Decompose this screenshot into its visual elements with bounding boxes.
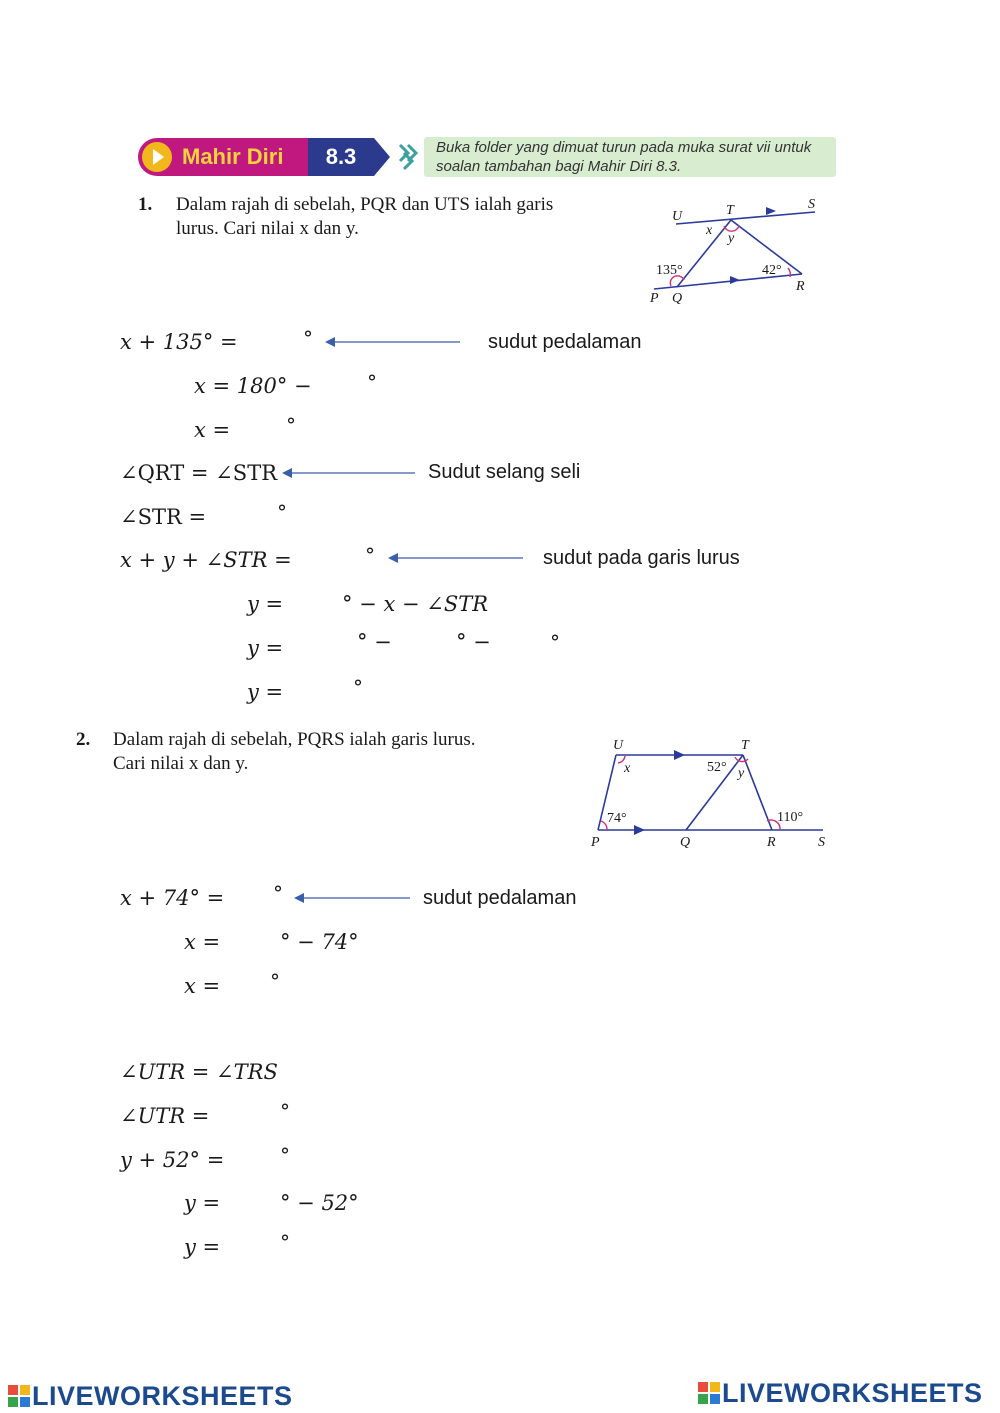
q2-step-6-lhs: y + 52° =	[120, 1148, 225, 1172]
q2-step-5	[120, 1104, 209, 1128]
diagram-label-S: S	[808, 197, 815, 212]
q2-step-4-lhs: ∠UTR = ∠TRS	[120, 1060, 278, 1084]
q1-step-7-lhs: y =	[247, 592, 284, 616]
q1-step-9	[247, 680, 283, 704]
diagram-label-U: U	[613, 738, 624, 753]
q1-step-5-degree: °	[277, 500, 287, 524]
q1-step-2	[194, 374, 312, 398]
liveworksheets-icon	[8, 1385, 30, 1407]
question-1-line-1: Dalam rajah di sebelah, PQR dan UTS ialah garis	[176, 194, 554, 215]
q1-answer-10[interactable]	[292, 680, 354, 706]
q2-step-5-degree: °	[280, 1099, 290, 1123]
diagram-label-x: x	[706, 223, 713, 238]
diagram-label-P: P	[650, 291, 659, 306]
q2-step-3	[184, 974, 220, 998]
q2-step-8	[184, 1235, 220, 1259]
arrowhead-top	[766, 207, 776, 215]
q1-step-7	[247, 592, 283, 616]
q1-step-8-part-1: ° −	[357, 630, 392, 654]
diagram-label-110: 110°	[777, 810, 804, 825]
q2-step-6-degree: °	[280, 1143, 290, 1167]
q1-answer-7[interactable]	[294, 636, 358, 662]
q2-step-2	[184, 930, 220, 954]
diagram-label-R: R	[767, 835, 776, 850]
q2-step-6	[120, 1148, 224, 1172]
q2-answer-6[interactable]	[226, 1191, 282, 1217]
info-line-1: Buka folder yang dimuat turun pada muka surat vii untuk	[436, 139, 812, 156]
q1-note-sudut-selang-seli: Sudut selang seli	[428, 461, 581, 483]
q1-step-1-degree: °	[303, 326, 313, 350]
q2-answer-3[interactable]	[226, 974, 274, 1000]
q1-step-2-degree: °	[367, 370, 377, 394]
question-1-number: 1.	[138, 194, 153, 215]
question-1-text	[176, 193, 553, 241]
question-2-line-1: Dalam rajah di sebelah, PQRS ialah garis lurus.	[113, 729, 476, 750]
q2-step-1-lhs: x + 74° =	[120, 886, 225, 910]
q2-answer-5[interactable]	[228, 1148, 282, 1174]
q1-note-sudut-pada-garis-lurus: sudut pada garis lurus	[543, 547, 740, 569]
question-2-diagram	[585, 733, 835, 853]
diagram-label-52: 52°	[707, 760, 727, 775]
q1-answer-5[interactable]	[292, 548, 366, 574]
diagram-label-T: T	[726, 203, 734, 218]
q1-step-8-part-2: ° −	[456, 630, 491, 654]
q1-step-8-part-3: °	[550, 630, 560, 654]
logo-left-text: LIVEWORKSHEETS	[32, 1381, 293, 1411]
q2-step-5-lhs: ∠UTR =	[120, 1104, 210, 1128]
diagram-label-x: x	[624, 761, 631, 776]
q1-step-3-lhs: x =	[194, 418, 231, 442]
q1-step-9-lhs: y =	[247, 680, 284, 704]
q1-arrow-3	[388, 551, 528, 565]
diagram-label-135: 135°	[656, 263, 683, 278]
q2-step-2-lhs: x =	[184, 930, 221, 954]
q1-note-sudut-pedalaman: sudut pedalaman	[488, 331, 642, 353]
q1-step-2-lhs: x = 180° −	[194, 374, 312, 398]
mahir-diri-banner	[138, 138, 390, 176]
arrowhead-bottom	[730, 276, 740, 284]
q1-arrow-1	[325, 335, 465, 349]
line-UTS	[676, 212, 815, 224]
q2-step-2-rest: ° − 74°	[280, 930, 359, 954]
q1-step-1-lhs: x + 135° =	[120, 330, 238, 354]
q1-step-3-degree: °	[286, 413, 296, 437]
q1-arrow-2	[282, 466, 422, 480]
q1-step-7-rest: ° − x − ∠STR	[342, 592, 489, 616]
diagram-label-S: S	[818, 835, 825, 850]
question-1-diagram	[640, 192, 840, 310]
q2-step-7	[184, 1191, 220, 1215]
q2-step-1	[120, 886, 224, 910]
q2-note-sudut-pedalaman: sudut pedalaman	[423, 887, 577, 909]
diagram-label-U: U	[672, 209, 683, 224]
q1-answer-3[interactable]	[240, 418, 288, 444]
q2-arrow-1	[294, 891, 414, 905]
q1-answer-1[interactable]	[240, 330, 306, 356]
diagram-label-74: 74°	[607, 811, 627, 826]
banner-label: Mahir Diri	[182, 144, 284, 169]
diagram-label-T: T	[741, 738, 749, 753]
q2-answer-2[interactable]	[226, 930, 282, 956]
q1-answer-4[interactable]	[210, 505, 278, 531]
question-1-line-2: lurus. Cari nilai x dan y.	[176, 218, 359, 239]
q1-answer-2[interactable]	[318, 374, 370, 400]
diagram-label-R: R	[796, 279, 805, 294]
diagram-label-P: P	[591, 835, 600, 850]
play-icon	[142, 142, 172, 172]
q2-step-8-lhs: y =	[184, 1235, 221, 1259]
arrowhead-bottom	[634, 825, 645, 835]
q1-step-9-degree: °	[353, 675, 363, 699]
q1-step-6	[120, 548, 292, 572]
chevron-right-icon	[398, 143, 422, 171]
logo-right-text: LIVEWORKSHEETS	[722, 1378, 983, 1408]
q2-step-3-degree: °	[270, 969, 280, 993]
q1-step-3	[194, 418, 230, 442]
q1-step-1	[120, 330, 238, 354]
q1-step-5-lhs: ∠STR =	[120, 505, 207, 529]
diagram-label-y: y	[738, 766, 745, 781]
q1-answer-9[interactable]	[492, 636, 552, 662]
question-2-number: 2.	[76, 729, 91, 750]
diagram-label-y: y	[728, 231, 735, 246]
q2-step-7-rest: ° − 52°	[280, 1191, 359, 1215]
q1-step-4-lhs: ∠QRT = ∠STR	[120, 461, 278, 485]
q2-step-7-lhs: y =	[184, 1191, 221, 1215]
q1-step-6-degree: °	[365, 543, 375, 567]
diagram-label-Q: Q	[672, 291, 683, 306]
liveworksheets-icon	[698, 1382, 720, 1404]
banner-number: 8.3	[308, 138, 374, 176]
q2-answer-1[interactable]	[226, 886, 278, 912]
q2-step-3-lhs: x =	[184, 974, 221, 998]
q2-step-8-degree: °	[280, 1230, 290, 1254]
q2-answer-7[interactable]	[226, 1235, 282, 1261]
diagram-label-42: 42°	[762, 263, 782, 278]
q1-step-8	[247, 636, 283, 660]
q1-step-4	[120, 461, 277, 485]
q2-step-1-degree: °	[273, 881, 283, 905]
question-2-text	[113, 728, 476, 776]
info-text	[436, 138, 811, 176]
q1-step-5	[120, 505, 206, 529]
q1-step-6-lhs: x + y + ∠STR =	[120, 548, 292, 572]
q2-answer-4[interactable]	[214, 1104, 282, 1130]
diagram-label-Q: Q	[680, 835, 691, 850]
question-2-line-2: Cari nilai x dan y.	[113, 753, 249, 774]
liveworksheets-logo-right	[698, 1378, 983, 1409]
arrowhead-top	[674, 750, 685, 760]
q1-step-8-lhs: y =	[247, 636, 284, 660]
q1-answer-6[interactable]	[290, 592, 344, 618]
line-TR	[743, 755, 772, 830]
q1-answer-8[interactable]	[394, 636, 456, 662]
line-QT	[677, 220, 731, 287]
q2-step-4	[120, 1060, 278, 1084]
info-line-2: soalan tambahan bagi Mahir Diri 8.3.	[436, 158, 682, 175]
banner-arrow-tip	[374, 138, 390, 176]
liveworksheets-logo-left	[8, 1381, 293, 1412]
